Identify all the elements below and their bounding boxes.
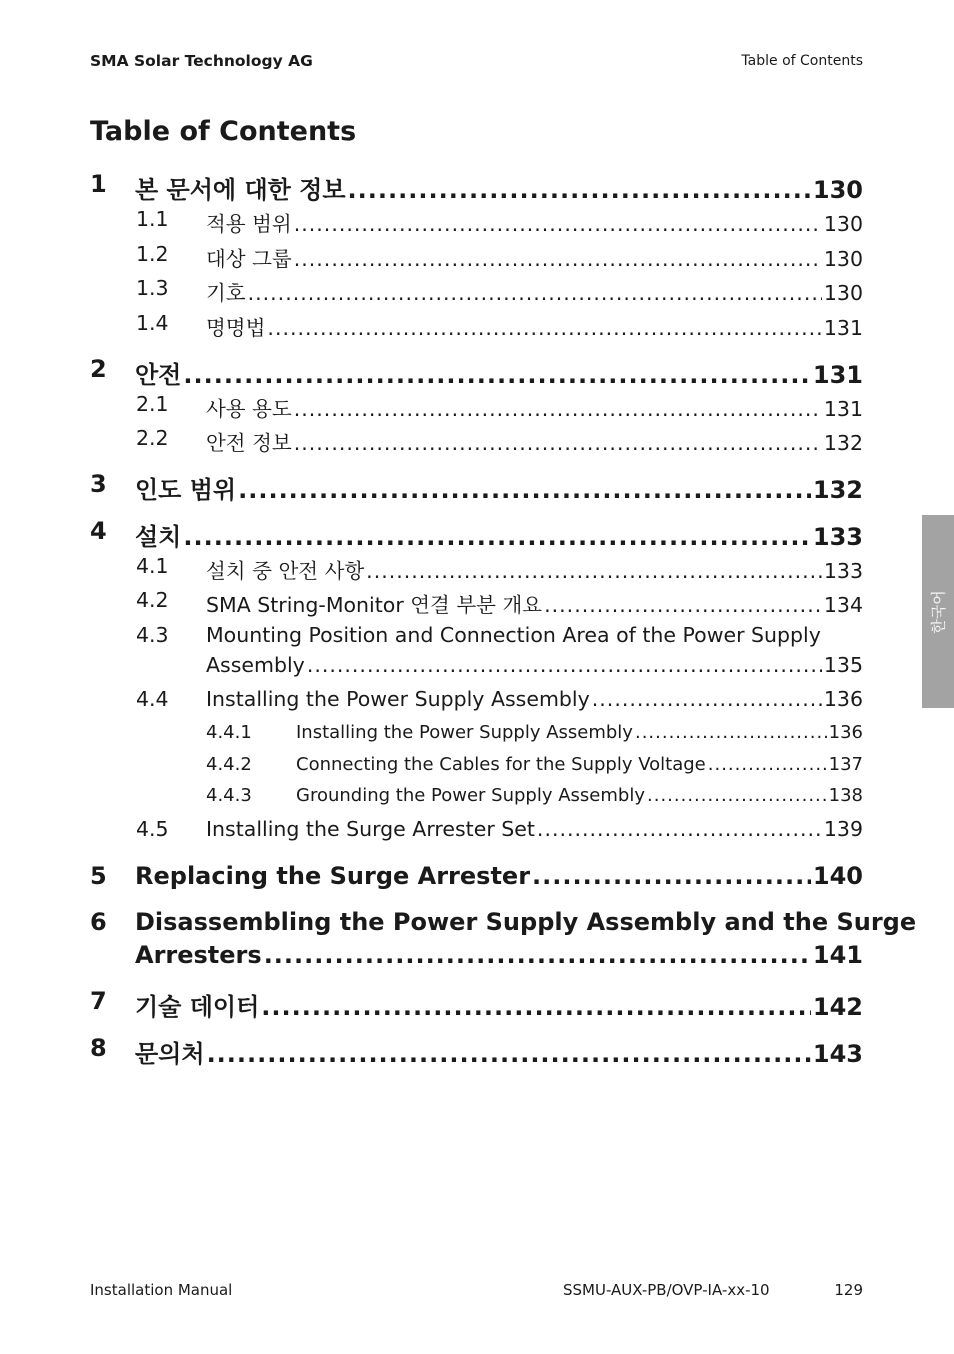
- toc-label: Connecting the Cables for the Supply Voltage: [296, 754, 706, 775]
- leader-dots: [207, 1040, 811, 1068]
- toc-number: 1.2: [136, 242, 169, 266]
- toc-label: 적용 범위: [206, 212, 292, 236]
- leader-dots: [183, 361, 811, 389]
- language-tab-label: 한국어: [929, 589, 948, 634]
- leader-dots: [592, 687, 822, 711]
- leader-dots: [294, 431, 822, 455]
- toc-page: 143: [812, 1040, 863, 1068]
- toc-number: 3: [90, 470, 107, 498]
- leader-dots: [532, 862, 811, 890]
- toc-label: 본 문서에 대한 정보: [135, 176, 346, 204]
- toc-page: 134: [823, 593, 863, 617]
- toc-label: Installing the Power Supply Assembly: [206, 687, 590, 711]
- toc-entry-line: [206, 242, 863, 272]
- toc-page: 136: [828, 722, 863, 743]
- leader-dots: [183, 523, 811, 551]
- toc-label-line2: Assembly: [206, 653, 305, 677]
- toc-page: 131: [823, 316, 863, 340]
- toc-page: 139: [823, 817, 863, 841]
- toc-page: 137: [828, 754, 863, 775]
- toc-entry-line: [135, 1034, 863, 1069]
- footer-manual: Installation Manual: [90, 1281, 233, 1299]
- toc-page: 133: [812, 523, 863, 551]
- toc-number: 6: [90, 908, 107, 936]
- toc-entry-line: [135, 170, 863, 205]
- toc-page: 130: [823, 247, 863, 271]
- toc-number: 8: [90, 1034, 107, 1062]
- toc-page: 131: [812, 361, 863, 389]
- toc-label: 명명법: [206, 316, 266, 340]
- toc-page: 141: [812, 941, 863, 969]
- toc-number: 4.4.1: [206, 722, 252, 743]
- toc-page: 130: [823, 281, 863, 305]
- toc-entry-line: [206, 687, 863, 711]
- toc-label: 대상 그룹: [206, 247, 292, 271]
- toc-label: 안전 정보: [206, 431, 292, 455]
- leader-dots: [647, 785, 827, 806]
- toc-label: 기술 데이터: [135, 993, 260, 1021]
- leader-dots: [366, 559, 822, 583]
- leader-dots: [348, 176, 811, 204]
- leader-dots: [708, 754, 827, 775]
- toc-entry-line: [206, 426, 863, 456]
- toc-label: Replacing the Surge Arrester: [135, 862, 531, 890]
- toc-number: 1.4: [136, 311, 169, 335]
- leader-dots: [261, 993, 811, 1021]
- leader-dots: [294, 247, 822, 271]
- toc-label-line1: Disassembling the Power Supply Assembly and the Surge: [135, 908, 917, 936]
- toc-number: 1.3: [136, 276, 169, 300]
- toc-label: Installing the Surge Arrester Set: [206, 817, 535, 841]
- leader-dots: [267, 316, 821, 340]
- toc-label: 문의처: [135, 1040, 205, 1068]
- leader-dots: [307, 653, 822, 677]
- leader-dots: [264, 941, 811, 969]
- toc-number: 4.4.3: [206, 785, 252, 806]
- toc-label: 인도 범위: [135, 476, 237, 504]
- toc-entry-line: [296, 722, 863, 743]
- toc-number: 4.5: [136, 817, 169, 841]
- toc-number: 2.1: [136, 392, 169, 416]
- toc-page: 132: [812, 476, 863, 504]
- toc-entry-line: [206, 392, 863, 422]
- toc-entry-line: [135, 355, 863, 390]
- toc-page: 130: [823, 212, 863, 236]
- toc-number: 5: [90, 862, 107, 890]
- toc-entry-line: [135, 862, 863, 890]
- toc-number: 4: [90, 517, 107, 545]
- toc-label: 안전: [135, 361, 182, 389]
- toc-number: 2: [90, 355, 107, 383]
- toc-number: 4.3: [136, 623, 169, 647]
- toc-entry-4-3[interactable]: [0, 623, 954, 683]
- toc-page: 136: [823, 687, 863, 711]
- toc-label: 사용 용도: [206, 397, 292, 421]
- toc-entry-line: [135, 941, 863, 969]
- toc-entry-line: [206, 554, 863, 584]
- toc-number: 4.4.2: [206, 754, 252, 775]
- toc-page: 135: [823, 653, 863, 677]
- leader-dots: [294, 397, 822, 421]
- toc-label: 설치: [135, 523, 182, 551]
- toc-label: Grounding the Power Supply Assembly: [296, 785, 645, 806]
- toc-number: 4.2: [136, 588, 169, 612]
- toc-page: 142: [812, 993, 863, 1021]
- toc-label-line2: Arresters: [135, 941, 262, 969]
- toc-entry-line: [135, 987, 863, 1022]
- leader-dots: [294, 212, 822, 236]
- toc-number: 2.2: [136, 426, 169, 450]
- footer-page-number: 129: [834, 1281, 863, 1299]
- toc-page: 138: [828, 785, 863, 806]
- page-title: Table of Contents: [90, 116, 357, 147]
- leader-dots: [238, 476, 811, 504]
- leader-dots: [635, 722, 827, 743]
- toc-page: 132: [823, 431, 863, 455]
- toc-entry-line: [135, 470, 863, 505]
- toc-label: SMA String-Monitor 연결 부분 개요: [206, 593, 543, 617]
- toc-label: 기호: [206, 281, 246, 305]
- toc-entry-line: [296, 785, 863, 806]
- header-company: SMA Solar Technology AG: [90, 52, 313, 70]
- toc-entry-line: [135, 517, 863, 552]
- toc-entry-line: [206, 817, 863, 841]
- toc-page: 133: [823, 559, 863, 583]
- toc-number: 7: [90, 987, 107, 1015]
- toc-entry-6[interactable]: [0, 908, 954, 974]
- toc-page: 130: [812, 176, 863, 204]
- toc-entry-line: [206, 311, 863, 341]
- toc-entry-line: [206, 653, 863, 677]
- toc-page: 131: [823, 397, 863, 421]
- leader-dots: [537, 817, 822, 841]
- toc-number: 4.4: [136, 687, 169, 711]
- toc-number: 1.1: [136, 207, 169, 231]
- toc-number: 4.1: [136, 554, 169, 578]
- toc-label: Installing the Power Supply Assembly: [296, 722, 633, 743]
- toc-number: 1: [90, 170, 107, 198]
- toc-entry-line: [206, 276, 863, 306]
- header-section: Table of Contents: [741, 53, 863, 69]
- toc-label-line1: Mounting Position and Connection Area of the Power Supply: [206, 623, 821, 647]
- toc-page: 140: [812, 862, 863, 890]
- footer-doc-code: SSMU-AUX-PB/OVP-IA-xx-10: [563, 1281, 770, 1299]
- toc-entry-line: [206, 588, 863, 618]
- leader-dots: [248, 281, 822, 305]
- toc-entry-line: [206, 207, 863, 237]
- language-side-tab: [922, 515, 954, 708]
- leader-dots: [544, 593, 822, 617]
- toc-label: 설치 중 안전 사항: [206, 559, 365, 583]
- toc-entry-line: [296, 754, 863, 775]
